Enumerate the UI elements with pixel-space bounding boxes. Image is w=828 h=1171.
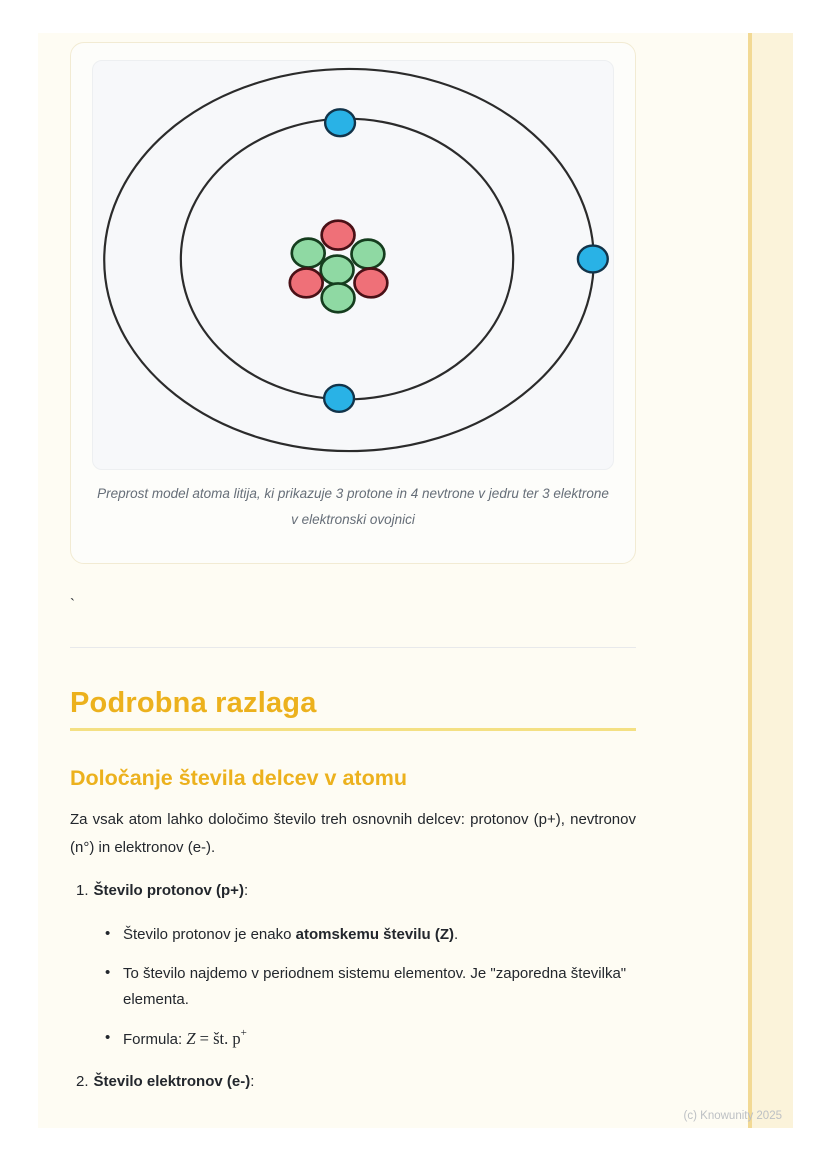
heading-underline (70, 728, 636, 731)
intro-paragraph: Za vsak atom lahko določimo število treh osnovnih delcev: protonov (p+), nevtronov (n°) in elektronov (e-). (70, 810, 636, 856)
neutron-particle (321, 256, 354, 285)
proton-particle (290, 268, 323, 297)
neutron-particle (322, 283, 355, 312)
bullet-dot-icon: • (105, 1028, 111, 1046)
numbered-item-1 (70, 878, 636, 904)
neutron-particle (352, 240, 385, 269)
electron-particle (324, 385, 354, 412)
electron-particle (325, 109, 355, 136)
stray-backtick-text: ` (70, 596, 75, 613)
bullet-dot-icon: • (105, 963, 111, 981)
note-content (70, 42, 636, 1095)
item-number: 1. (76, 881, 89, 899)
figure-card (70, 42, 636, 564)
numbered-list (70, 878, 636, 1095)
neutron-particle (292, 239, 325, 268)
bullet-item-formula (70, 1026, 636, 1053)
page-accent-band (752, 33, 793, 1128)
bullet-item (70, 922, 636, 948)
item-text: Število elektronov (e-): (93, 1072, 255, 1090)
item-number: 2. (76, 1072, 89, 1090)
bullet-text: Število protonov je enako atomskemu številu (Z). (123, 925, 459, 943)
atom-diagram (92, 60, 614, 470)
atom-diagram-svg (93, 61, 613, 469)
note-page (38, 33, 793, 1128)
proton-particle (354, 268, 387, 297)
proton-particle (322, 221, 355, 250)
section-divider (70, 647, 636, 648)
subsection-heading: Določanje števila delcev v atomu (70, 765, 407, 790)
bullet-dot-icon: • (105, 924, 111, 942)
figure-caption: Preprost model atoma litija, ki prikazuje 3 protone in 4 nevtrone v jedru ter 3 elektrone v elektronski ovojnici (97, 486, 609, 527)
electron-particle (578, 246, 608, 273)
section-heading: Podrobna razlaga (70, 687, 317, 719)
bullet-list (70, 922, 636, 1053)
item-text: Število protonov (p+): (93, 881, 249, 899)
bullet-text: Formula: Z = št. p+ (123, 1027, 247, 1048)
bullet-text: To število najdemo v periodnem sistemu elementov. Je "zaporedna številka" elementa. (123, 964, 627, 1008)
bullet-item (70, 961, 636, 1013)
formula-expression: Z = št. p+ (186, 1027, 247, 1048)
numbered-item-2 (70, 1069, 636, 1095)
copyright-watermark: (c) Knowunity 2025 (683, 1110, 782, 1122)
